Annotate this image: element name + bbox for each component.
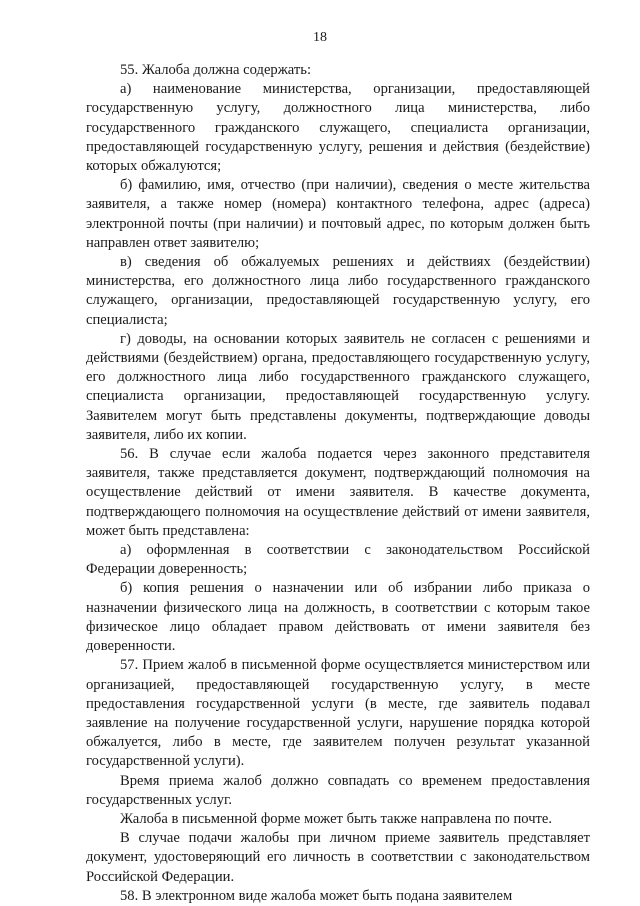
paragraph-56-item-a: а) оформленная в соответствии с законодательством Российской Федерации доверенность;: [86, 542, 590, 578]
paragraph-55-item-g: г) доводы, на основании которых заявитель не согласен с решениями и действиями (бездействием) органа, предоставляющего государственную услугу, его должностного лица либо государственного гражданского служащего, специалиста организации, предоставляющей государственную услугу. Заявителем могут быть представлены документы, подтверждающие доводы заявителя, либо их копии.: [86, 330, 590, 443]
paragraph-55-item-v: в) сведения об обжалуемых решениях и действиях (бездействии) министерства, его должностного лица либо государственного гражданского служащего, организации, предоставляющей государственную услугу, его специалиста;: [86, 254, 590, 328]
paragraph-57-mail: Жалоба в письменной форме может быть также направлена по почте.: [120, 810, 553, 827]
page-number: 18: [313, 30, 327, 45]
paragraph-56-item-b: б) копия решения о назначении или об избрании либо приказа о назначении физического лица на должность, в соответствии с которым такое физическое лицо обладает правом действовать от имени заявителя без доверенности.: [86, 580, 590, 655]
paragraph-57: 57. Прием жалоб в письменной форме осуществляется министерством или организацией, предоставляющей государственную услугу, в месте предоставления государственной услуги (в месте, где заявитель подавал заявление на получение государственной услуги, нарушение порядка которой обжалуется, либо в месте, где заявителем получен результат указанной государственной услуги).: [86, 657, 590, 770]
paragraph-55-item-a: а) наименование министерства, организации, предоставляющей государственную услугу, должностного лица министерства, либо государственного гражданского служащего, специалиста организации, предоставляющей государственную услугу, решения и действия (бездействие) которых обжалуются;: [86, 81, 590, 175]
paragraph-58: 58. В электронном виде жалоба может быть подана заявителем: [120, 887, 513, 904]
paragraph-56: 56. В случае если жалоба подается через законного представителя заявителя, также представляется документ, подтверждающий полномочия на осуществление действий от имени заявителя. В качестве документа, подтверждающего полномочия на осуществление действий от имени заявителя, может быть представлена:: [86, 446, 590, 539]
paragraph-55-heading: 55. Жалоба должна содержать:: [120, 62, 311, 78]
document-body: [86, 61, 590, 906]
paragraph-57-personal: В случае подачи жалобы при личном приеме заявитель представляет документ, удостоверяющий его личность в соответствии с законодательством Российской Федерации.: [86, 830, 590, 885]
paragraph-57-time: Время приема жалоб должно совпадать со временем предоставления государственных услуг.: [86, 772, 590, 808]
paragraph-55-item-b: б) фамилию, имя, отчество (при наличии), сведения о месте жительства заявителя, а также номер (номера) контактного телефона, адрес (адреса) электронной почты (при наличии) и почтовый адрес, по которым должен быть направлен ответ заявителю;: [86, 177, 590, 251]
